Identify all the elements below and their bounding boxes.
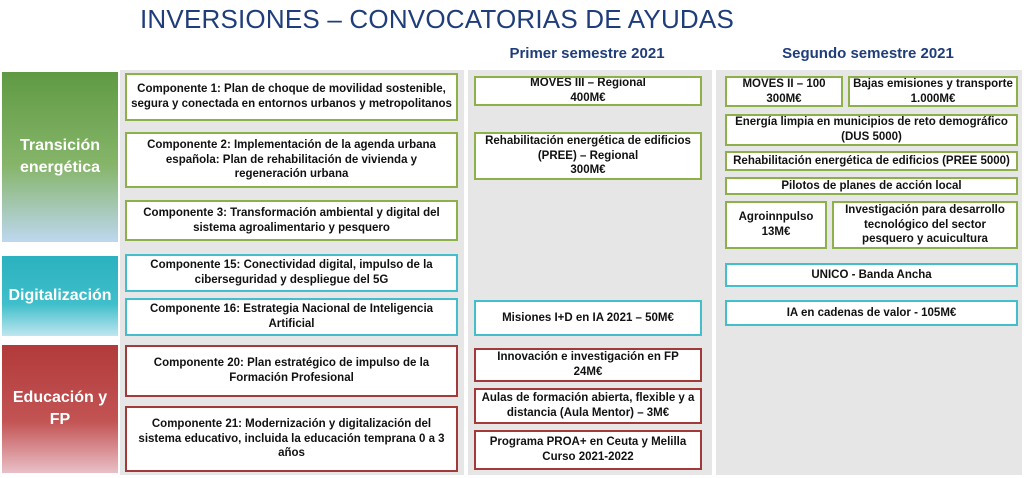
agroinnpulso-box [725,201,827,249]
proa-text: Programa PROA+ en Ceuta y Melilla Curso 2021-2022 [489,436,687,463]
pree5000-text: Rehabilitación energética de edificios (PREE 5000) [733,154,1010,167]
component-21-box [125,406,458,472]
pree-name: Rehabilitación energética de edificios (PREE) – Regional [485,134,691,162]
proa-box [474,430,702,470]
moves3-name: MOVES III – Regional [530,77,646,90]
page-title: INVERSIONES – CONVOCATORIAS DE AYUDAS [140,4,734,34]
component-21-text: Componente 21: Modernización y digitalización del sistema educativo, incluida la educación temprana 0 a 3 años [138,417,445,460]
component-2-box [125,132,458,188]
component-1-text: Componente 1: Plan de choque de movilidad sostenible, segura y conectada en entornos urbanos y metropolitanos [131,83,452,110]
bajas-emisiones-amount: 1.000M€ [910,92,956,105]
component-16-box [125,298,458,336]
component-20-text: Componente 20: Plan estratégico de impulso de la Formación Profesional [153,357,430,384]
pilotos-box [725,177,1018,195]
column-header-second-semester: Segundo semestre 2021 [782,45,954,62]
component-3-text: Componente 3: Transformación ambiental y digital del sistema agroalimentario y pesquero [143,206,440,234]
investigacion-pesquero-text: Investigación para desarrollo tecnológico del sector pesquero y acuicultura [845,203,1005,246]
pree-regional-box [474,132,702,180]
component-15-text: Componente 15: Conectividad digital, impulso de la ciberseguridad y despliegue del 5G [150,259,433,286]
moves3-amount: 400M€ [570,92,606,104]
component-2-text: Componente 2: Implementación de la agenda urbana española: Plan de rehabilitación de vivienda y regeneración urbana [147,138,436,181]
misiones-ia-box [474,300,702,336]
ia-cadenas-valor-text: IA en cadenas de valor - 105M€ [786,306,957,319]
aula-mentor-box [474,388,702,424]
component-15-box [125,254,458,292]
moves2-box [725,76,843,107]
category-transicion-energetica: Transición energética [2,72,118,242]
bajas-emisiones-name: Bajas emisiones y transporte [853,77,1013,90]
category-educacion-fp: Educación y FP [2,345,118,473]
pree-amount: 300M€ [570,164,606,177]
energia-limpia-box [725,114,1018,146]
agroinnpulso-amount: 13M€ [761,226,791,238]
investigacion-pesquero-box [832,201,1018,249]
aula-mentor-text: Aulas de formación abierta, flexible y a distancia (Aula Mentor) – 3M€ [481,392,695,419]
component-20-box [125,345,458,397]
category-digitalizacion: Digitalización [2,256,118,336]
unico-banda-ancha-text: UNICO - Banda Ancha [811,268,932,281]
agroinnpulso-name: Agroinnpulso [738,211,814,224]
moves2-amount: 300M€ [766,92,802,105]
component-1-box [125,73,458,121]
moves2-name: MOVES II – 100 [742,77,826,90]
innovacion-fp-amount: 24M€ [573,366,603,378]
ia-cadenas-valor-box [725,300,1018,326]
energia-limpia-text: Energía limpia en municipios de reto demográfico (DUS 5000) [735,116,1008,143]
component-3-box [125,200,458,241]
misiones-ia-text: Misiones I+D en IA 2021 – 50M€ [502,311,674,324]
pilotos-text: Pilotos de planes de acción local [781,179,962,192]
column-header-first-semester: Primer semestre 2021 [509,45,665,62]
component-16-text: Componente 16: Estrategia Nacional de Inteligencia Artificial [149,303,434,330]
pree5000-box [725,151,1018,171]
moves3-regional-box [474,76,702,106]
innovacion-fp-name: Innovación e investigación en FP [497,351,679,364]
unico-banda-ancha-box [725,263,1018,287]
innovacion-fp-box [474,348,702,382]
bajas-emisiones-box [848,76,1018,107]
